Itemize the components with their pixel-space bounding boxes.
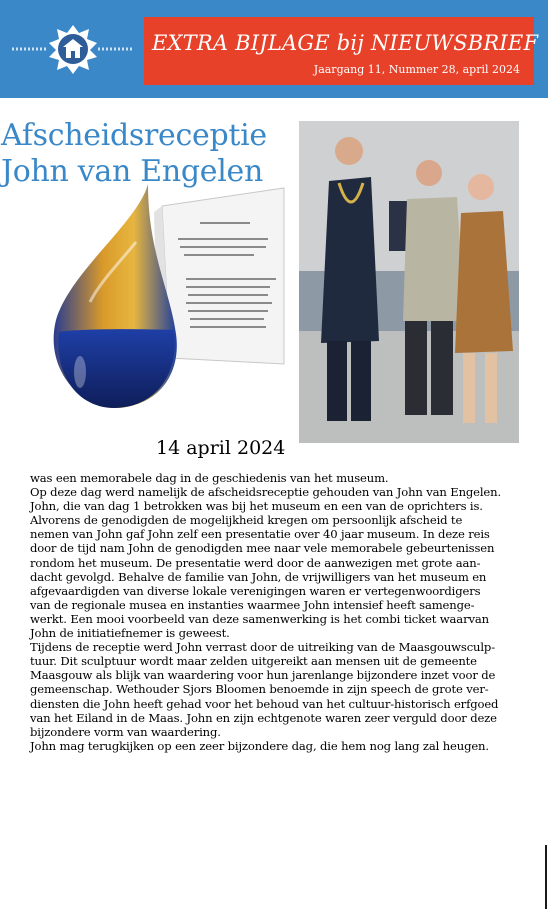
article-body — [30, 471, 520, 753]
body-line: diensten die John heeft gehad voor het behoud van het cultuur-historisch erfgoed — [30, 696, 499, 711]
event-date: 14 april 2024 — [156, 437, 286, 459]
body-line: door de tijd nam John de genodigden mee naar vele memorabele gebeurtenissen — [30, 541, 495, 556]
body-line: Maasgouw als blijk van waardering voor hun jarenlange bijzondere inzet voor de — [30, 668, 496, 683]
headline-line-2: John van Engelen — [1, 154, 264, 189]
body-line: gemeenschap. Wethouder Sjors Bloomen benoemde in zijn speech de grote ver- — [30, 682, 489, 697]
title-box — [144, 17, 539, 85]
ceremony-photo — [299, 121, 519, 443]
issue-info: Jaargang 11, Nummer 28, april 2024 — [313, 63, 520, 76]
body-line: nemen van John gaf John zelf een presentatie over 40 jaar museum. In deze reis — [30, 527, 490, 542]
body-line: John de initiatiefnemer is geweest. — [30, 626, 230, 641]
body-line: dacht gevolgd. Behalve de familie van John, de vrijwilligers van het museum en — [30, 569, 487, 584]
newsletter-title: EXTRA BIJLAGE bij NIEUWSBRIEF — [152, 31, 539, 55]
body-line: was een memorabele dag in de geschiedenis van het museum. — [30, 471, 389, 485]
body-line: Alvorens de genodigden de mogelijkheid kregen om persoonlijk afscheid te — [30, 513, 463, 528]
header-band — [0, 0, 548, 98]
body-line: werkt. Een mooi voorbeeld van deze samenwerking is het combi ticket waarvan — [30, 611, 489, 626]
body-line: bijzondere vorm van waardering. — [30, 724, 221, 739]
glass-sculpture-image — [50, 182, 290, 412]
article-headline — [1, 118, 267, 190]
museum-logo-icon — [12, 24, 134, 74]
body-line: rondom het museum. De presentatie werd door de aanwezigen met grote aan- — [30, 555, 481, 570]
body-line: John mag terugkijken op een zeer bijzondere dag, die hem nog lang zal heugen. — [30, 738, 489, 753]
body-line: Tijdens de receptie werd John verrast door de uitreiking van de Maasgouwsculp- — [30, 640, 495, 655]
body-line: Op deze dag werd namelijk de afscheidsreceptie gehouden van John van Engelen. — [30, 485, 501, 500]
body-line: tuur. Dit sculptuur wordt maar zelden uitgereikt aan mensen uit de gemeente — [30, 654, 477, 669]
headline-line-1: Afscheidsreceptie — [1, 118, 267, 153]
body-line: afgevaardigden van diverse lokale verenigingen waren er vertegenwoordigers — [30, 583, 481, 598]
body-line: van de regionale musea en instanties waarmee John intensief heeft samenge- — [30, 597, 475, 612]
body-line: van het Eiland in de Maas. John en zijn echtgenote waren zeer verguld door deze — [30, 710, 497, 725]
body-line: John, die van dag 1 betrokken was bij het museum en een van de oprichters is. — [30, 499, 483, 514]
page-edge-mark — [545, 845, 547, 909]
